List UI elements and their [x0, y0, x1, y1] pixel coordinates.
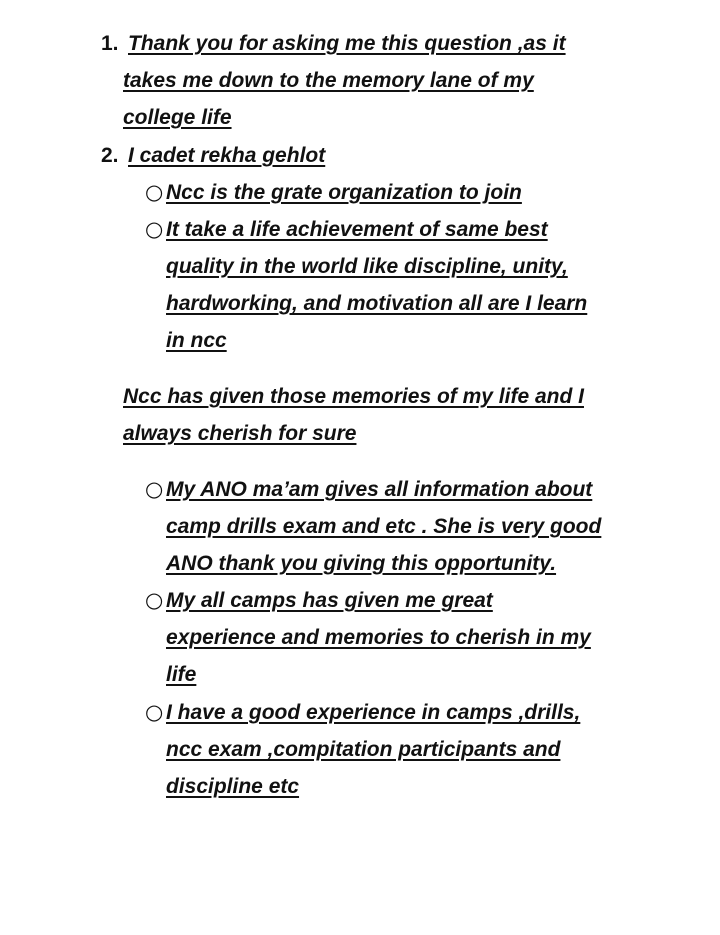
item2-bullet2-line-1: It take a life achievement of same best — [166, 218, 548, 241]
item2-line: I cadet rekha gehlot — [128, 144, 326, 167]
bullet-b2-line-2: experience and memories to cherish in my — [166, 626, 591, 649]
bullet-b2-line-3: life — [166, 663, 197, 686]
paragraph-line-2: always cherish for sure — [123, 422, 357, 445]
list-number-2: 2. — [101, 144, 119, 167]
list-number-1: 1. — [101, 32, 119, 55]
item1-line-2: takes me down to the memory lane of my — [123, 69, 534, 92]
bullet-b2-line-1: My all camps has given me great — [166, 589, 493, 612]
bullet-icon — [145, 471, 163, 508]
item1-line-3: college life — [123, 106, 232, 129]
item2-bullet1-line-1: Ncc is the grate organization to join — [166, 181, 522, 204]
bullet-b3-line-3: discipline etc — [166, 775, 300, 798]
item2-bullet2-line-4: in ncc — [166, 329, 227, 352]
bullet-icon — [145, 174, 163, 211]
bullet-icon — [145, 211, 163, 248]
bullet-b3-line-1: I have a good experience in camps ,drills, — [166, 701, 581, 724]
item2-bullet2-line-2: quality in the world like discipline, unity, — [166, 255, 568, 278]
item1-line-1: Thank you for asking me this question ,as it — [128, 32, 566, 55]
bullet-icon — [145, 694, 163, 731]
paragraph-line-1: Ncc has given those memories of my life and I — [123, 385, 584, 408]
bullet-b1-line-3: ANO thank you giving this opportunity. — [166, 552, 557, 575]
item2-bullet2-line-3: hardworking, and motivation all are I learn — [166, 292, 588, 315]
bullet-b1-line-1: My ANO ma’am gives all information about — [166, 478, 593, 501]
bullet-icon — [145, 582, 163, 619]
bullet-b1-line-2: camp drills exam and etc . She is very good — [166, 515, 602, 538]
bullet-b3-line-2: ncc exam ,compitation participants and — [166, 738, 561, 761]
